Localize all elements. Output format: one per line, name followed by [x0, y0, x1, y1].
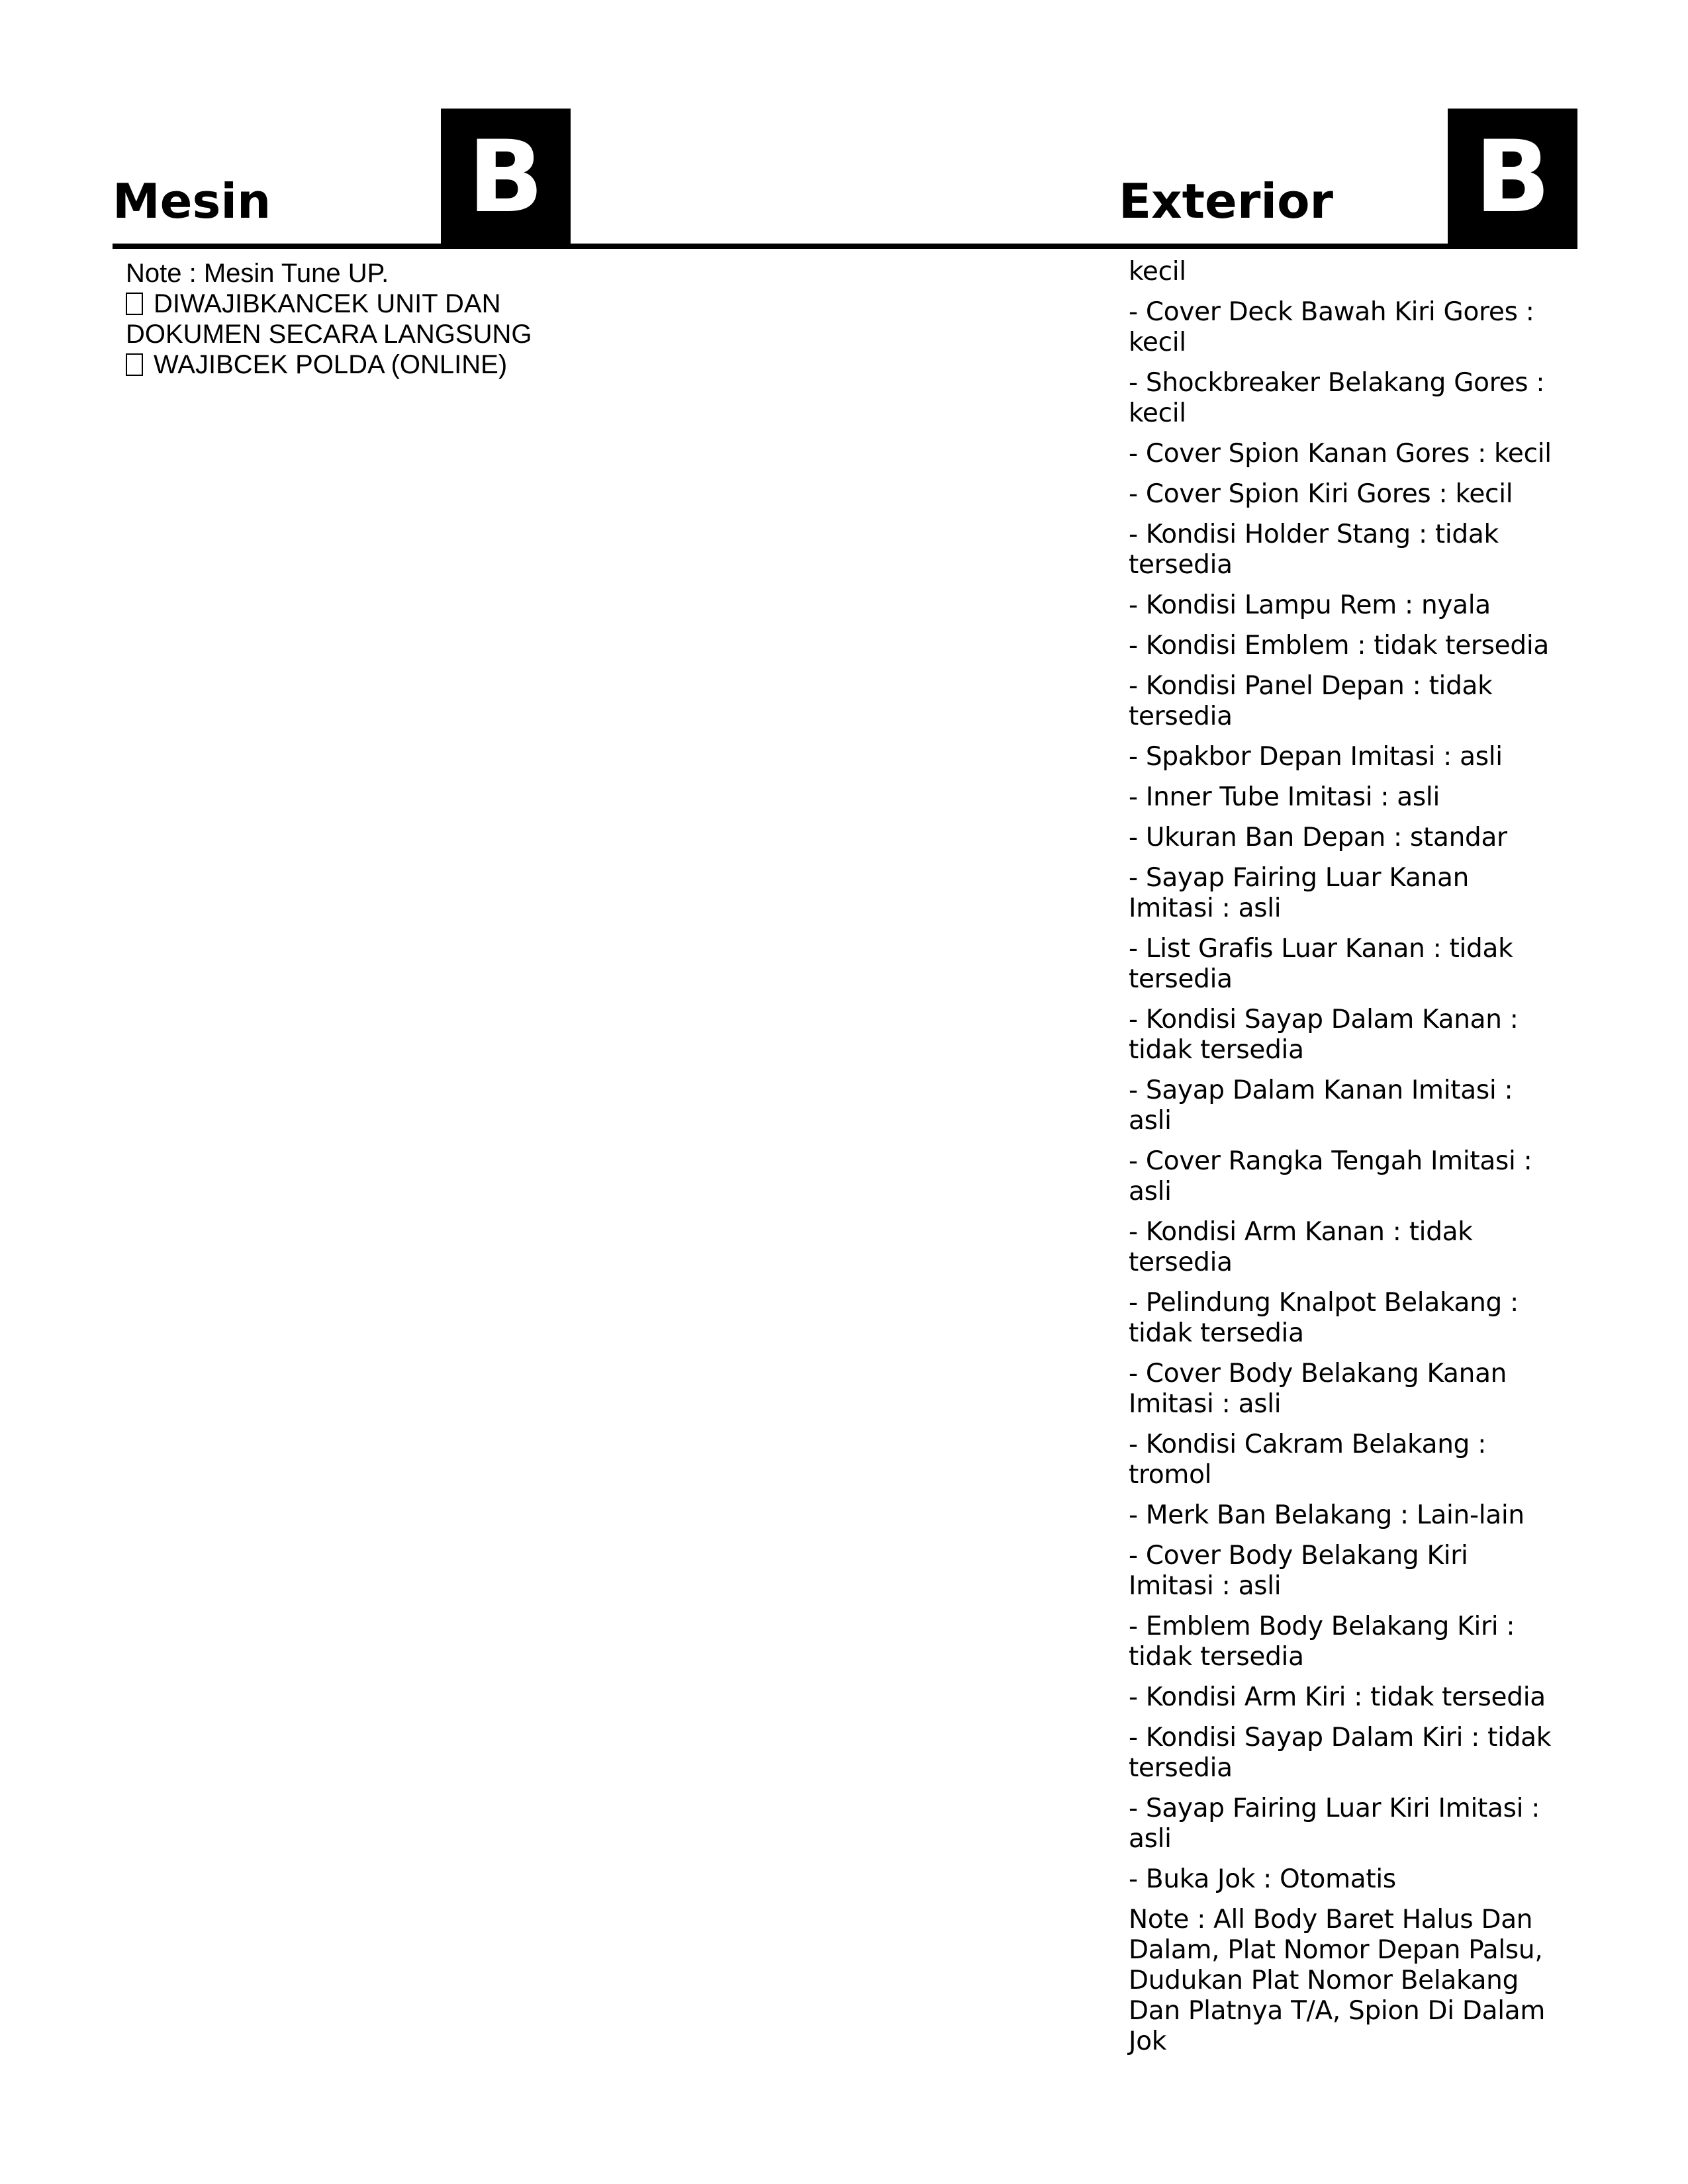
list-item: - Cover Spion Kiri Gores : kecil	[1129, 479, 1513, 509]
mesin-note-line: DIWAJIBKANCEK UNIT DAN	[126, 289, 576, 319]
list-item: - Kondisi Cakram Belakang : tromol	[1129, 1430, 1487, 1490]
list-item: kecil	[1129, 257, 1186, 287]
list-item: - Ukuran Ban Depan : standar	[1129, 823, 1507, 852]
mesin-note-line: DOKUMEN SECARA LANGSUNG	[126, 320, 532, 349]
header-divider	[113, 244, 1577, 249]
mesin-note-line: WAJIBCEK POLDA (ONLINE)	[126, 349, 576, 380]
exterior-grade-badge: B	[1448, 109, 1577, 246]
list-item: - Sayap Dalam Kanan Imitasi : asli	[1129, 1075, 1513, 1136]
mesin-section-title: Mesin	[113, 173, 271, 229]
list-item: - Sayap Fairing Luar Kanan Imitasi : asli	[1129, 863, 1469, 923]
list-item: - Spakbor Depan Imitasi : asli	[1129, 742, 1503, 772]
list-item: - Sayap Fairing Luar Kiri Imitasi : asli	[1129, 1794, 1540, 1854]
list-item: - Kondisi Panel Depan : tidak tersedia	[1129, 671, 1493, 731]
list-item: - Cover Spion Kanan Gores : kecil	[1129, 439, 1552, 469]
list-item: - Cover Body Belakang Kanan Imitasi : asli	[1129, 1359, 1507, 1419]
checkbox-bullet-icon	[126, 293, 143, 315]
list-item: - Inner Tube Imitasi : asli	[1129, 782, 1440, 812]
list-item: - Buka Jok : Otomatis	[1129, 1864, 1396, 1894]
list-item: - Kondisi Sayap Dalam Kanan : tidak tersedia	[1129, 1005, 1519, 1065]
list-item: - Emblem Body Belakang Kiri : tidak tersedia	[1129, 1612, 1515, 1672]
mesin-notes	[126, 258, 576, 380]
exterior-list	[1129, 257, 1559, 2067]
list-item: - Merk Ban Belakang : Lain-lain	[1129, 1500, 1524, 1530]
list-item: - Kondisi Arm Kiri : tidak tersedia	[1129, 1682, 1546, 1712]
exterior-note: Note : All Body Baret Halus Dan Dalam, Plat Nomor Depan Palsu, Dudukan Plat Nomor Belakang Dan Platnya T/A, Spion Di Dalam Jok	[1129, 1905, 1546, 2056]
list-item: - Cover Body Belakang Kiri Imitasi : asli	[1129, 1541, 1468, 1601]
list-item: - Cover Rangka Tengah Imitasi : asli	[1129, 1146, 1532, 1206]
list-item: - Kondisi Lampu Rem : nyala	[1129, 590, 1491, 620]
exterior-section-title: Exterior	[1119, 173, 1334, 229]
mesin-note-line: Note : Mesin Tune UP.	[126, 259, 389, 288]
list-item: - List Grafis Luar Kanan : tidak tersedia	[1129, 934, 1513, 994]
list-item: - Kondisi Arm Kanan : tidak tersedia	[1129, 1217, 1473, 1277]
list-item: - Kondisi Holder Stang : tidak tersedia	[1129, 520, 1499, 580]
checkbox-bullet-icon	[126, 353, 143, 376]
list-item: - Kondisi Sayap Dalam Kiri : tidak tersedia	[1129, 1723, 1552, 1783]
list-item: - Shockbreaker Belakang Gores : kecil	[1129, 368, 1545, 428]
list-item: - Kondisi Emblem : tidak tersedia	[1129, 631, 1549, 660]
list-item: - Pelindung Knalpot Belakang : tidak tersedia	[1129, 1288, 1519, 1348]
mesin-grade-badge: B	[441, 109, 571, 246]
list-item: - Cover Deck Bawah Kiri Gores : kecil	[1129, 297, 1534, 357]
